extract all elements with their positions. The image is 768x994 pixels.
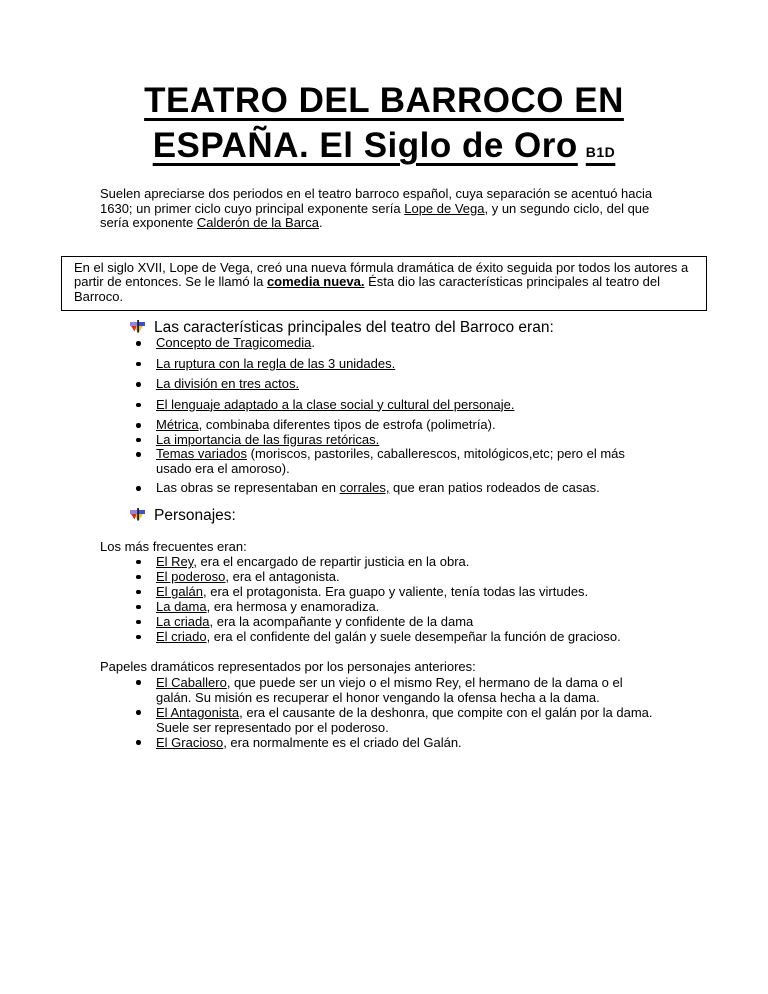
list-item (134, 336, 660, 351)
underlined-text: El galán (156, 584, 203, 599)
bullet-dot-icon (136, 362, 141, 367)
section-heading-characteristics (129, 319, 707, 336)
bullet-dot-icon (136, 710, 141, 715)
text-run: . (311, 335, 315, 350)
underlined-text: El poderoso (156, 569, 226, 584)
list-item (134, 357, 660, 372)
text-run: Ésta dio las características principales al teatro del Barroco. (74, 274, 661, 304)
list-item (134, 584, 660, 599)
list-item (134, 599, 660, 614)
characteristics-list (134, 336, 660, 496)
underlined-text: La dama (156, 599, 207, 614)
underlined-text: La ruptura con la regla de las 3 unidades. (156, 355, 396, 371)
text-run: , era hermosa y enamoradiza. (206, 599, 380, 614)
text-run: , y un segundo ciclo, del que sería exponente (100, 200, 650, 230)
bullet-dot-icon (136, 438, 141, 443)
text-run: , era el encargado de repartir justicia en la obra. (193, 554, 470, 569)
arrow-bullet-icon (129, 320, 147, 335)
bullet-dot-icon (136, 452, 141, 457)
bullet-dot-icon (136, 403, 141, 408)
title-text: ESPAÑA. El Siglo de Oro (152, 126, 578, 165)
text-run: , era el confidente del galán y suele desempeñar la función de gracioso. (206, 629, 621, 644)
bullet-dot-icon (136, 560, 141, 565)
bullet-dot-icon (136, 605, 141, 610)
bullet-dot-icon (136, 740, 141, 745)
section-heading-text: Las características principales del teatro del Barroco eran: (154, 319, 554, 336)
list-item (134, 447, 660, 476)
bullet-dot-icon (136, 382, 141, 387)
roles-intro: Papeles dramáticos representados por los personajes anteriores: (100, 659, 476, 674)
underlined-text: El Antagonista (156, 704, 240, 720)
bullet-dot-icon (136, 423, 141, 428)
text-run: Suelen apreciarse dos periodos en el teatro barroco español, cuya separación se acentuó hacia 1630; un primer ciclo cuyo principal exponente sería (100, 186, 653, 216)
list-item (134, 377, 660, 392)
list-item (134, 614, 660, 629)
list-item (134, 481, 660, 496)
text-run: que eran patios rodeados de casas. (389, 480, 600, 495)
text-run: , era la acompañante y confidente de la dama (209, 614, 474, 629)
text-run: (moriscos, pastoriles, caballerescos, mitológicos,etc; pero el más usado era el amoroso). (156, 446, 625, 476)
underlined-text: El lenguaje adaptado a la clase social y cultural del personaje. (156, 396, 515, 412)
roles-list (134, 675, 660, 750)
title-badge: B1D (585, 144, 616, 160)
section-heading-characters (129, 507, 707, 524)
title-line-1 (61, 78, 707, 123)
underlined-text: corrales, (339, 480, 390, 495)
list-item (134, 433, 660, 448)
page-title (61, 78, 707, 175)
bullet-dot-icon (136, 590, 141, 595)
title-text: TEATRO DEL BARROCO EN (144, 81, 624, 120)
bullet-dot-icon (136, 486, 141, 491)
list-item (134, 705, 660, 735)
bullet-dot-icon (136, 341, 141, 346)
text-run: , era normalmente es el criado del Galán. (223, 734, 462, 750)
underlined-text: El criado (156, 629, 207, 644)
title-line-2 (61, 123, 707, 175)
list-item (134, 554, 660, 569)
underlined-text: Calderón de la Barca (196, 215, 319, 230)
underlined-text: Temas variados (156, 446, 248, 461)
highlight-box (61, 256, 707, 312)
underlined-text: Métrica (156, 417, 199, 432)
underlined-text: La importancia de las figuras retóricas. (156, 431, 380, 447)
characters-subheading: Los más frecuentes eran: (100, 538, 247, 554)
underlined-text: Concepto de Tragicomedia (156, 335, 312, 350)
list-item (134, 569, 660, 584)
underlined-text: El Gracioso (156, 734, 224, 750)
bullet-dot-icon (136, 635, 141, 640)
bullet-dot-icon (136, 620, 141, 625)
text-run: , que puede ser un viejo o el mismo Rey, el hermano de la dama o el galán. Su misión es recuperar el honor vengando la ofensa hecha a la dama. (156, 674, 623, 705)
underlined-text: La división en tres actos. (156, 376, 300, 391)
text-run: , era el causante de la deshonra, que compite con el galán por la dama. Suele ser representado por el poderoso. (156, 704, 653, 735)
text-run: Las obras se representaban en (156, 480, 340, 495)
bullet-dot-icon (136, 680, 141, 685)
section-heading-text: Personajes: (154, 506, 236, 524)
underlined-text: El Rey (156, 554, 194, 569)
list-item (134, 675, 660, 705)
list-item (134, 629, 660, 644)
list-item (134, 398, 660, 413)
list-item (134, 735, 660, 750)
underlined-text: La criada (156, 614, 210, 629)
bold-underlined-text: comedia nueva. (266, 274, 365, 289)
arrow-bullet-icon (129, 508, 147, 523)
text-run: En el siglo XVII, Lope de Vega, creó una nueva fórmula dramática de éxito seguida por todos los autores a partir de entonces. Se le llamó la (74, 259, 689, 289)
intro-paragraph (100, 187, 668, 231)
characters-list (134, 554, 660, 644)
text-run: , era el protagonista. Era guapo y valiente, tenía todas las virtudes. (202, 584, 589, 599)
bullet-dot-icon (136, 575, 141, 580)
text-run: , era el antagonista. (225, 569, 340, 584)
underlined-text: El Caballero (156, 674, 227, 690)
underlined-text: Lope de Vega (404, 200, 485, 216)
list-item (134, 418, 660, 433)
text-run: . (319, 215, 323, 230)
text-run: , combinaba diferentes tipos de estrofa (polimetría). (198, 417, 496, 432)
